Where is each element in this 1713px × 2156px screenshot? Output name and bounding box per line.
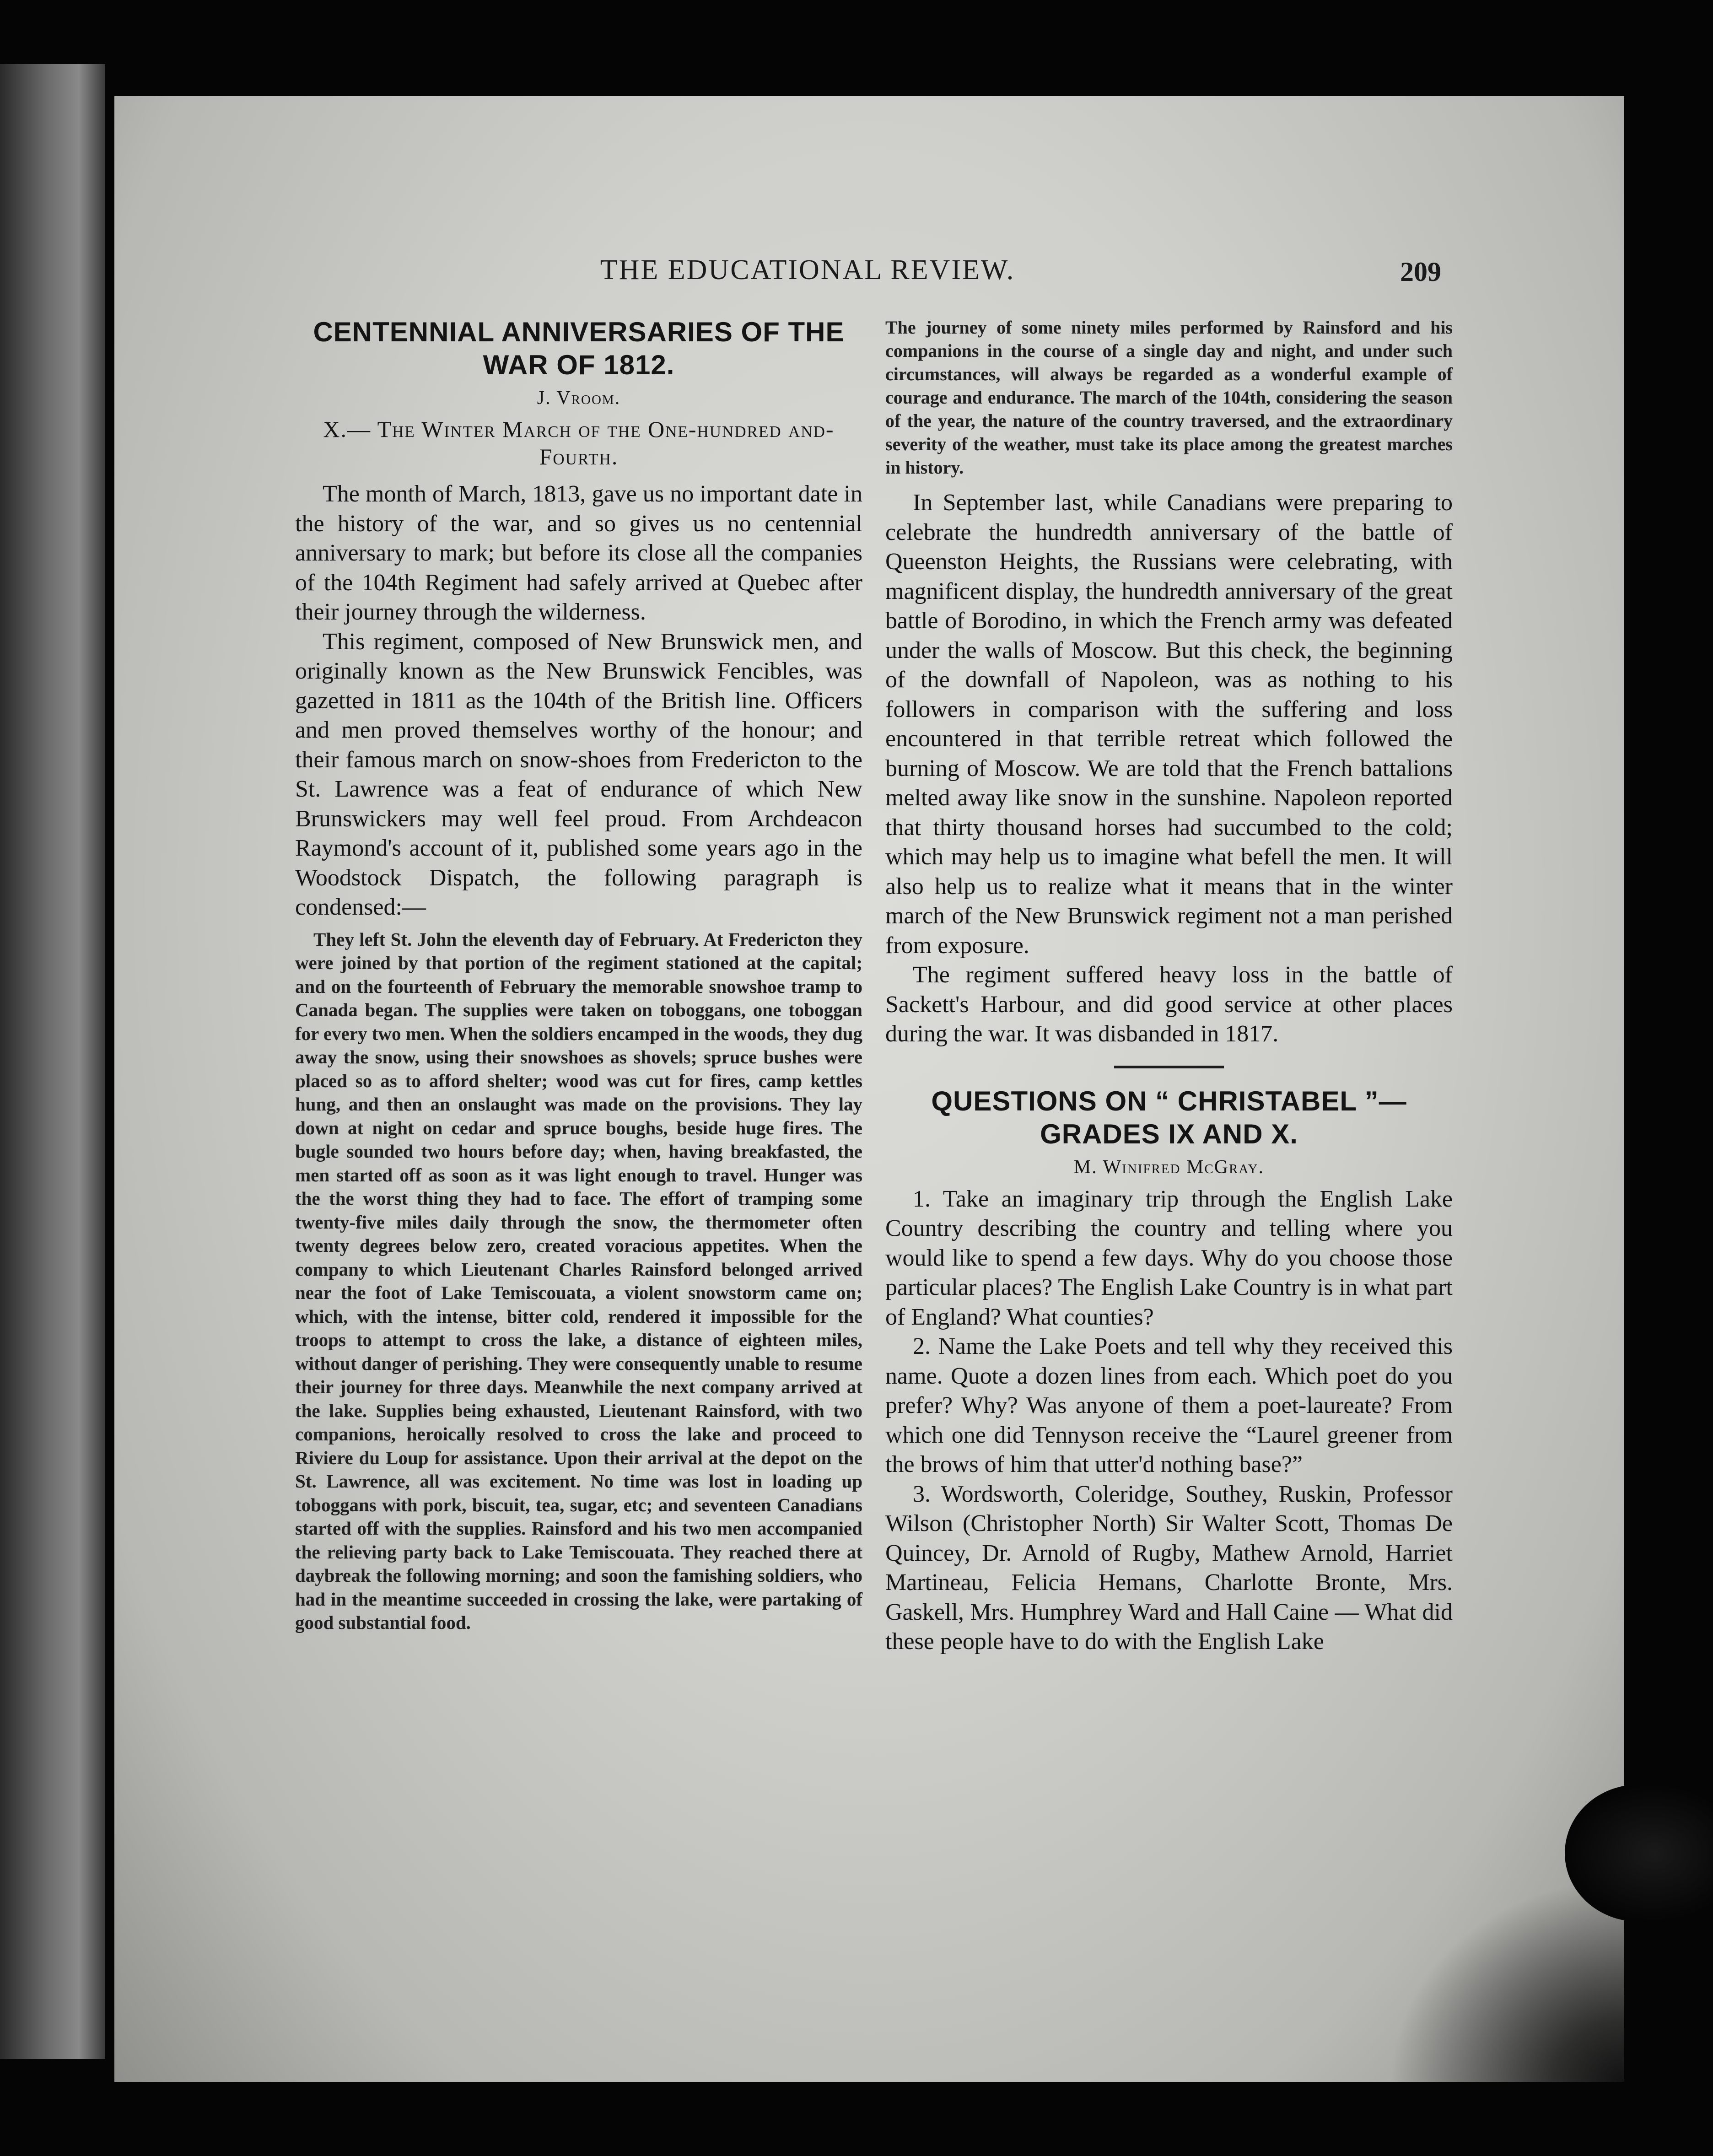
block-quote: They left St. John the eleventh day of February. At Fredericton they were joined by that portion of the regiment stationed at the capital; and on the fourteenth of February the memorable snowshoe tramp to Canada began. The supplies were taken on toboggans, one toboggan for every two men. When the soldiers encamped in the woods, they dug away the snow, using their snowshoes as shovels; spruce bushes were placed so as to afford shelter; wood was cut for fires, camp kettles hung, and then an onslaught was made on the provisions. They lay down at night on cedar and spruce boughs, beside huge fires. The bugle sounded two hours before day; when, having breakfasted, the men started off as soon as it was light enough to travel. Hunger was the the worst thing they had to face. The effort of tramping some twenty-five miles daily through the snow, the thermometer often twenty degrees below zero, created voracious appetites. When the company to which Lieutenant Charles Rainsford belonged arrived near the foot of Lake Temiscouata, a violent snowstorm came on; which, with the intense, bitter cold, rendered it impossible for the troops to attempt to cross the lake, a distance of eighteen miles, without danger of perishing. They were consequently unable to resume their journey for three days. Meanwhile the next company arrived at the lake. Supplies being exhausted, Lieutenant Rainsford, with two companions, heroically resolved to cross the lake and proceed to Riviere du Loup for assistance. Upon their arrival at the depot on the St. Lawrence, all was excitement. No time was lost in loading up toboggans with pork, biscuit, tea, sugar, etc; and seventeen Canadians started off with the supplies. Rainsford and his two men accompanied the relieving party back to Lake Temiscouata. They reached there at daybreak the following morning; and soon the famishing soldiers, who had in the meantime succeeded in crossing the lake, were partaking of good substantial food. [295,928,862,1633]
article-title: CENTENNIAL ANNIVERSARIES OF THE WAR OF 1812. [313,317,845,380]
paragraph: The regiment suffered heavy loss in the battle of Sackett's Harbour, and did good service at other places during the war. It was disbanded in 1817. [885,962,1453,1047]
paragraph: This regiment, composed of New Brunswick men, and originally known as the New Brunswick Fencibles, was gazetted in 1811 as the 104th of the British line. Officers and men proved themselves worthy of the honour; and their famous march on snow-shoes from Fredericton to the St. Lawrence was a feat of endurance of which New Brunswickers may well feel proud. From Archdeacon Raymond's account of it, published some years ago in the Woodstock Dispatch, the following paragraph is condensed:— [295,628,862,920]
article-title: QUESTIONS ON “ CHRISTABEL ”— GRADES IX AND X. [931,1085,1407,1149]
running-head: THE EDUCATIONAL REVIEW. [600,254,1015,286]
page-number: 209 [1400,257,1441,287]
section-heading: X.— The Winter March of the One-hundred and-Fourth. [323,416,835,469]
thumb-shadow [1565,1784,1713,1922]
section-divider [1114,1066,1224,1068]
question-item: 2. Name the Lake Poets and tell why they received this name. Quote a dozen lines from each. Which poet do you prefer? Why? Was anyone of them a poet-laureate? From which one did Tennyson receive the “Laurel greener from the brows of him that utter'd nothing base?” [885,1333,1453,1477]
facing-page-edge [0,64,105,2059]
article-author: J. Vroom. [537,388,621,409]
question-item: 3. Wordsworth, Coleridge, Southey, Ruskin, Professor Wilson (Christopher North) Sir Walter Scott, Thomas De Quincey, Dr. Arnold of Rugby, Mathew Arnold, Harriet Martineau, Felicia Hemans, Charlotte Bronte, Mrs. Gaskell, Mrs. Humphrey Ward and Hall Caine — What did these people have to do with the English Lake [885,1481,1453,1655]
question-item: 1. Take an imaginary trip through the English Lake Country describing the country and telling where you would like to spend a few days. Why do you choose those particular places? The English Lake Country is in what part of England? What counties? [885,1186,1453,1330]
left-column [295,316,862,1635]
paragraph: In September last, while Canadians were preparing to celebrate the hundredth anniversary of the battle of Queenston Heights, the Russians were celebrating, with magnificent display, the hundredth anniversary of the great battle of Borodino, in which the French army was defeated under the walls of Moscow. But this check, the beginning of the downfall of Napoleon, was as nothing to his followers in comparison with the suffering and loss encountered in that terrible retreat which followed the burning of Moscow. We are told that the French battalions melted away like snow in the sunshine. Napoleon reported that thirty thousand horses had succumbed to the cold; which may help us to imagine what befell the men. It will also help us to realize what it means that in the winter march of the New Brunswick regiment not a man perished from exposure. [885,490,1453,959]
block-quote-continued: The journey of some ninety miles performed by Rainsford and his companions in the course of a single day and night, and under such circumstances, will always be regarded as a wonderful example of courage and endurance. The march of the 104th, considering the season of the year, the nature of the country traversed, and the extraordinary severity of the weather, must take its place among the greatest marches in history. [885,317,1453,478]
article-author: M. Winifred McGray. [1073,1156,1265,1178]
right-column [885,316,1453,1657]
paragraph: The month of March, 1813, gave us no important date in the history of the war, and so gives us no centennial anniversary to mark; but before its close all the companies of the 104th Regiment had safely arrived at Quebec after their journey through the wilderness. [295,481,862,625]
